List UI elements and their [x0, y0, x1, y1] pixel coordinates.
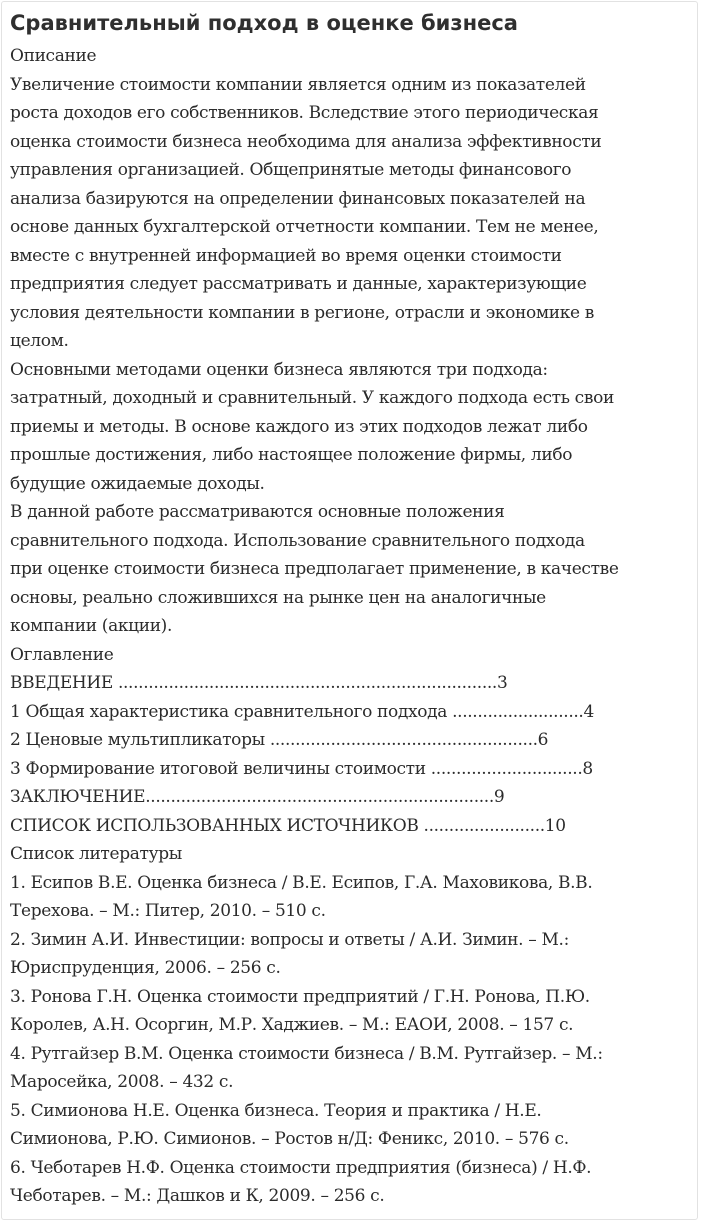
text-line: при оценке стоимости бизнеса предполагает применение, в качестве: [10, 559, 619, 579]
toc-item: 3 Формирование итоговой величины стоимости ..............................8: [10, 758, 593, 779]
document-body: [10, 42, 689, 1211]
bibliography-entry: [10, 1040, 689, 1097]
text-line: 4. Рутгайзер В.М. Оценка стоимости бизнеса / В.М. Рутгайзер. – М.:: [10, 1043, 603, 1064]
bibliography-list: [10, 869, 689, 1211]
description-paragraph-2: [10, 356, 689, 499]
bibliography-entry: [10, 1154, 689, 1211]
description-paragraph-1: [10, 71, 689, 356]
text-line: управления организацией. Общепринятые методы финансового: [10, 160, 572, 180]
text-line: В данной работе рассматриваются основные положения: [10, 502, 505, 522]
text-line: 6. Чеботарев Н.Ф. Оценка стоимости предприятия (бизнеса) / Н.Ф.: [10, 1157, 592, 1178]
toc-item: 1 Общая характеристика сравнительного подхода ..........................4: [10, 701, 594, 722]
bibliography-entry: [10, 983, 689, 1040]
toc-item: ВВЕДЕНИЕ ...........................................................................3: [10, 673, 508, 693]
document-card: [1, 1, 698, 1220]
text-line: 3. Ронова Г.Н. Оценка стоимости предприятий / Г.Н. Ронова, П.Ю.: [10, 986, 590, 1007]
text-line: сравнительного подхода. Использование сравнительного подхода: [10, 530, 585, 551]
text-line: 5. Симионова Н.Е. Оценка бизнеса. Теория и практика / Н.Е.: [10, 1100, 542, 1121]
bibliography-entry: [10, 1097, 689, 1154]
toc-heading: Оглавление: [10, 644, 114, 665]
text-line: роста доходов его собственников. Вследствие этого периодическая: [10, 103, 599, 123]
text-line: Юриспруденция, 2006. – 256 с.: [10, 958, 281, 978]
text-line: затратный, доходный и сравнительный. У каждого подхода есть свои: [10, 388, 614, 408]
bibliography-entry: [10, 926, 689, 983]
text-line: условия деятельности компании в регионе, отрасли и экономике в: [10, 302, 595, 323]
toc-item: ЗАКЛЮЧЕНИЕ.....................................................................9: [10, 787, 505, 807]
text-line: вместе с внутренней информацией во время оценки стоимости: [10, 245, 562, 266]
text-line: компании (акции).: [10, 616, 173, 636]
bibliography-entry: [10, 869, 689, 926]
text-line: будущие ожидаемые доходы.: [10, 473, 265, 494]
description-paragraph-3: [10, 498, 689, 641]
text-line: Королев, А.Н. Осоргин, М.Р. Хаджиев. – М.: ЕАОИ, 2008. – 157 с.: [10, 1015, 574, 1035]
toc-item: 2 Ценовые мультипликаторы .....................................................6: [10, 730, 549, 750]
text-line: Чеботарев. – М.: Дашков и К, 2009. – 256 с.: [10, 1186, 385, 1206]
description-heading: Описание: [10, 46, 97, 66]
page-title: Сравнительный подход в оценке бизнеса: [10, 11, 518, 35]
text-line: Терехова. – М.: Питер, 2010. – 510 с.: [10, 901, 326, 921]
text-line: основы, реально сложившихся на рынке цен на аналогичные: [10, 587, 546, 608]
text-line: анализа базируются на определении финансовых показателей на: [10, 188, 586, 209]
toc-item: СПИСОК ИСПОЛЬЗОВАННЫХ ИСТОЧНИКОВ ........................10: [10, 815, 566, 836]
text-line: основе данных бухгалтерской отчетности компании. Тем не менее,: [10, 217, 599, 237]
text-line: целом.: [10, 331, 69, 351]
bibliography-heading: Список литературы: [10, 844, 182, 864]
text-line: 1. Есипов В.Е. Оценка бизнеса / В.Е. Есипов, Г.А. Маховикова, В.В.: [10, 872, 593, 893]
text-line: Основными методами оценки бизнеса являются три подхода:: [10, 359, 548, 380]
text-line: 2. Зимин А.И. Инвестиции: вопросы и ответы / А.И. Зимин. – М.:: [10, 929, 569, 950]
table-of-contents: [10, 669, 689, 840]
text-line: оценка стоимости бизнеса необходима для анализа эффективности: [10, 131, 602, 152]
text-line: прошлые достижения, либо настоящее положение фирмы, либо: [10, 445, 573, 465]
text-line: Маросейка, 2008. – 432 с.: [10, 1072, 234, 1092]
text-line: приемы и методы. В основе каждого из этих подходов лежат либо: [10, 416, 588, 437]
text-line: Симионова, Р.Ю. Симионов. – Ростов н/Д: Феникс, 2010. – 576 с.: [10, 1129, 569, 1149]
text-line: Увеличение стоимости компании является одним из показателей: [10, 74, 586, 95]
text-line: предприятия следует рассматривать и данные, характеризующие: [10, 274, 587, 294]
